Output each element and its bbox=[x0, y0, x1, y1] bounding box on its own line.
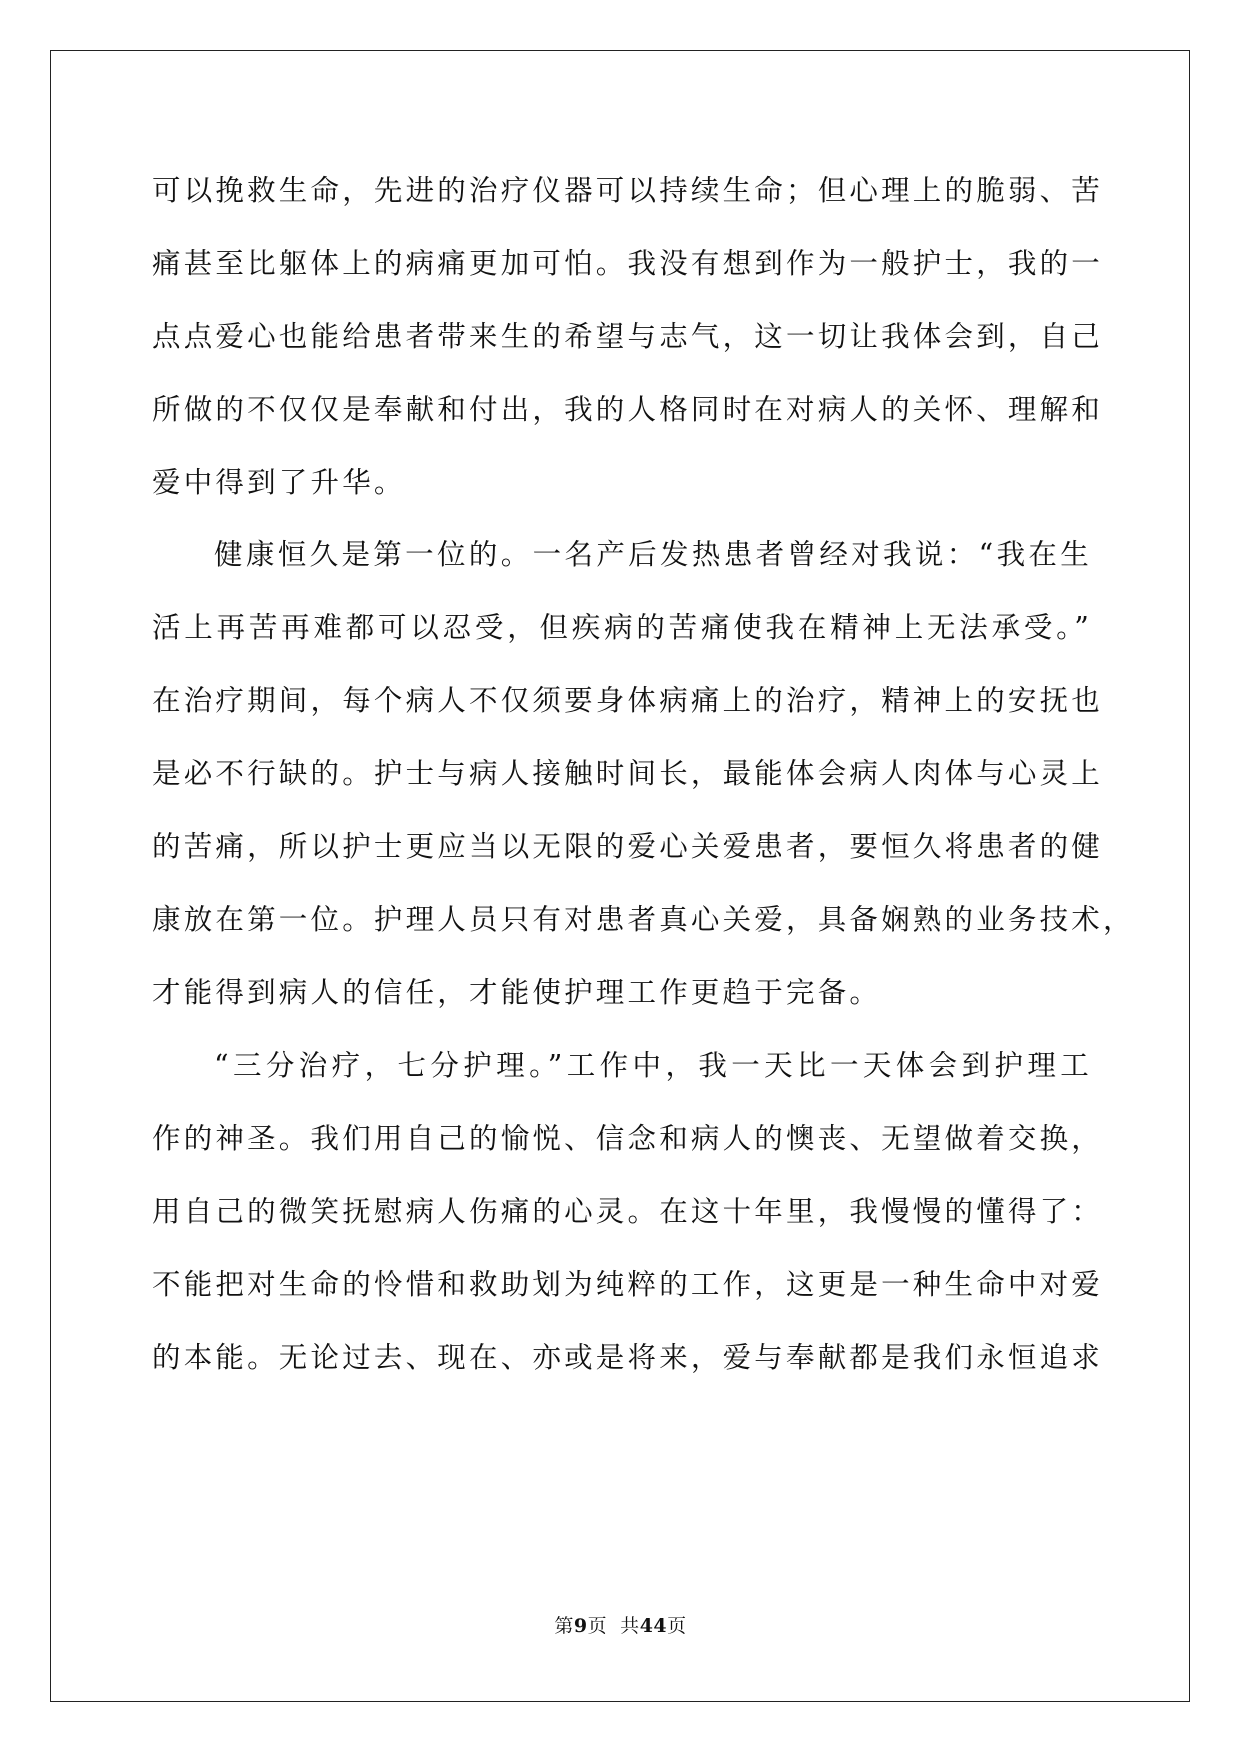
text-line: 爱中得到了升华。 bbox=[152, 466, 406, 499]
page-frame bbox=[50, 50, 1190, 1702]
text-line: 可以挽救生命，先进的治疗仪器可以持续生命；但心理上的脆弱、苦 bbox=[152, 174, 1104, 207]
text-line: 康放在第一位。护理人员只有对患者真心关爱，具备娴熟的业务技术， bbox=[152, 903, 1135, 936]
paragraph-first-line: “三分治疗，七分护理。”工作中，我一天比一天体会到护理工 bbox=[214, 1049, 1092, 1082]
text-line: 作的神圣。我们用自己的愉悦、信念和病人的懊丧、无望做着交换， bbox=[152, 1122, 1104, 1155]
paragraph-first-line: 健康恒久是第一位的。一名产后发热患者曾经对我说：“我在生 bbox=[214, 538, 1092, 571]
text-line: 用自己的微笑抚慰病人伤痛的心灵。在这十年里，我慢慢的懂得了： bbox=[152, 1195, 1104, 1228]
text-line: 所做的不仅仅是奉献和付出，我的人格同时在对病人的关怀、理解和 bbox=[152, 393, 1104, 426]
page-footer bbox=[0, 1611, 1241, 1641]
text-line: 是必不行缺的。护士与病人接触时间长，最能体会病人肉体与心灵上 bbox=[152, 757, 1104, 790]
text-line: 才能得到病人的信任，才能使护理工作更趋于完备。 bbox=[152, 976, 882, 1009]
text-line: 痛甚至比躯体上的病痛更加可怕。我没有想到作为一般护士，我的一 bbox=[152, 247, 1104, 280]
text-line: 的苦痛，所以护士更应当以无限的爱心关爱患者，要恒久将患者的健 bbox=[152, 830, 1104, 863]
text-line: 活上再苦再难都可以忍受，但疾病的苦痛使我在精神上无法承受。” bbox=[152, 611, 1092, 644]
footer-middle: 页 共 bbox=[587, 1615, 640, 1637]
footer-suffix: 页 bbox=[667, 1615, 687, 1637]
total-page-count: 44 bbox=[639, 1615, 668, 1637]
current-page-number: 9 bbox=[573, 1615, 588, 1637]
text-line: 的本能。无论过去、现在、亦或是将来，爱与奉献都是我们永恒追求 bbox=[152, 1341, 1104, 1374]
text-line: 不能把对生命的怜惜和救助划为纯粹的工作，这更是一种生命中对爱 bbox=[152, 1268, 1104, 1301]
text-line: 点点爱心也能给患者带来生的希望与志气，这一切让我体会到，自己 bbox=[152, 320, 1104, 353]
footer-prefix: 第 bbox=[554, 1615, 574, 1637]
text-line: 在治疗期间，每个病人不仅须要身体病痛上的治疗，精神上的安抚也 bbox=[152, 684, 1104, 717]
